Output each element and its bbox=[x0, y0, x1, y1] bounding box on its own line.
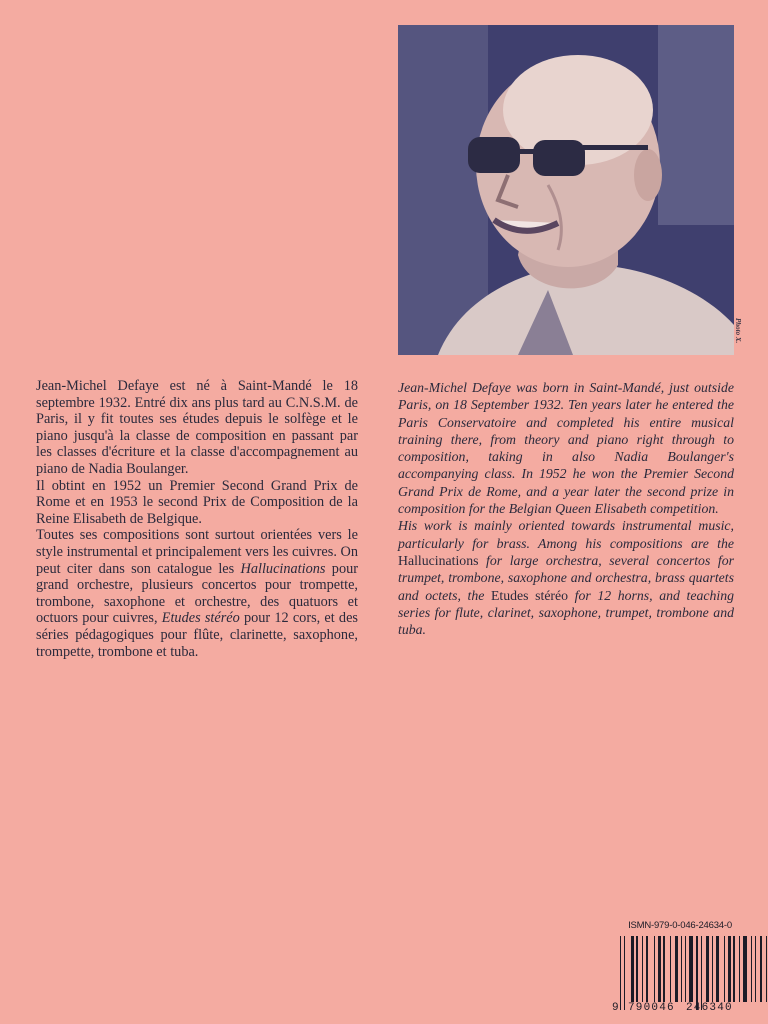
barcode-bar bbox=[696, 936, 699, 1010]
barcode-digits-right: 246340 bbox=[686, 1002, 733, 1014]
barcode-digit-first: 9 bbox=[612, 1002, 619, 1014]
barcode-bar bbox=[712, 936, 713, 1002]
french-paragraph-3 bbox=[36, 527, 358, 660]
french-paragraph-2: Il obtint en 1952 un Premier Second Grand Prix de Rome et en 1953 le second Prix de Composition de la Reine Elisabeth de Belgique. bbox=[36, 477, 358, 527]
portrait-photo-icon bbox=[398, 25, 734, 355]
barcode-bar bbox=[716, 936, 719, 1002]
barcode-bar bbox=[724, 936, 725, 1002]
english-work-title: Etudes stéréo bbox=[490, 587, 569, 603]
french-work-title: Etudes stéréo bbox=[161, 610, 240, 627]
barcode-bar bbox=[658, 936, 661, 1002]
barcode-bar bbox=[654, 936, 655, 1002]
barcode-bar bbox=[681, 936, 682, 1002]
barcode-bar bbox=[701, 936, 702, 1010]
barcode-bar bbox=[636, 936, 637, 1002]
barcode-bar bbox=[646, 936, 649, 1002]
french-biography bbox=[36, 378, 358, 660]
barcode-bar bbox=[642, 936, 643, 1002]
barcode-bar bbox=[624, 936, 625, 1010]
english-text-segment: His work is mainly oriented towards instrumental music, particularly for brass. Among his compositions are the bbox=[398, 518, 734, 551]
english-paragraph-2 bbox=[398, 517, 734, 638]
ismn-number: ISMN-979-0-046-24634-0 bbox=[628, 920, 732, 931]
barcode-bar bbox=[685, 936, 686, 1002]
barcode-bar bbox=[620, 936, 621, 1010]
english-biography bbox=[398, 379, 734, 638]
barcode-bar bbox=[663, 936, 664, 1002]
barcode-bar bbox=[706, 936, 709, 1002]
french-text-segment: pour grand orchestre, plusieurs concertos pour trompette, trombone, saxophone et orchestre, des quatuors et octuors pour cuivres, bbox=[36, 560, 358, 627]
barcode-bar bbox=[675, 936, 678, 1002]
barcode bbox=[612, 934, 742, 1018]
french-work-title: Hallucinations bbox=[240, 560, 326, 577]
english-text-segment: for 12 horns, and teaching series for flute, clarinet, saxophone, trumpet, trombone and tuba. bbox=[398, 587, 735, 638]
barcode-bars bbox=[620, 936, 740, 1002]
portrait-photo bbox=[398, 25, 734, 355]
english-work-title: Hallucinations bbox=[398, 552, 479, 568]
barcode-digits-left: 790046 bbox=[628, 1002, 675, 1014]
barcode-bar bbox=[739, 936, 740, 1002]
english-text-segment: for large orchestra, several concertos for trumpet, trombone, saxophone and orchestra, brass quartets and octets, the bbox=[398, 552, 734, 603]
french-text-segment: Toutes ses compositions sont surtout orientées vers le style instrumental et principalement vers les cuivres. On peut citer dans son catalogue les bbox=[36, 527, 358, 577]
barcode-bar bbox=[689, 936, 693, 1002]
french-text-segment: pour 12 cors, et des séries pédagogiques pour flûte, clarinette, saxophone, trompette, trombone et tuba. bbox=[36, 610, 358, 660]
barcode-bar bbox=[728, 936, 731, 1002]
barcode-bar bbox=[751, 936, 752, 1002]
barcode-bar bbox=[766, 936, 767, 1002]
barcode-bar bbox=[743, 936, 747, 1002]
barcode-bar bbox=[670, 936, 671, 1002]
barcode-bar bbox=[631, 936, 634, 1002]
french-paragraph-1: Jean-Michel Defaye est né à Saint-Mandé le 18 septembre 1932. Entré dix ans plus tard au C.N.S.M. de Paris, il y fit toutes ses études depuis le solfège et le piano jusqu'à la classe de composition en passant par les classes d'écriture et la classe d'accompagnement au piano de Nadia Boulanger. bbox=[36, 378, 358, 477]
photo-credit: Photo X. bbox=[734, 318, 742, 344]
english-paragraph-1: Jean-Michel Defaye was born in Saint-Mandé, just outside Paris, on 18 September 1932. Ten years later he entered the Paris Conservatoire and completed his entire musical training there, from theory and piano right through to composition, taking in also Nadia Boulanger's accompanying class. In 1952 he won the Premier Second Grand Prix de Rome, and a year later the second prize in composition for the Belgian Queen Elisabeth competition. bbox=[398, 380, 734, 517]
barcode-bar bbox=[733, 936, 734, 1002]
barcode-bar bbox=[755, 936, 756, 1002]
barcode-bar bbox=[760, 936, 761, 1002]
